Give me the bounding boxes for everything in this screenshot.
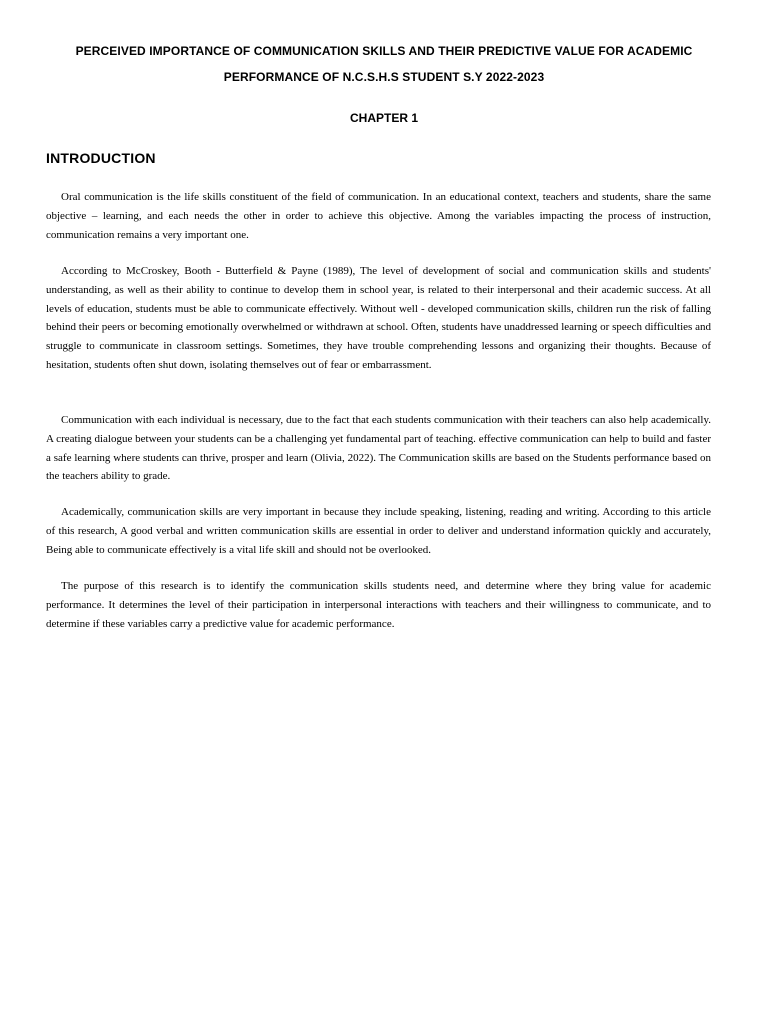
paragraph-2: According to McCroskey, Booth - Butterfield & Payne (1989), The level of development of social and communication skills and students' understanding, as well as their ability to continue to develop them in school year, is related to their interpersonal and their academic success. At all levels of education, students must be able to communicate effectively. Without well - developed communication skills, children run the risk of falling behind their peers or becoming emotionally overwhelmed or withdrawn at school. Often, students have unaddressed learning or speech difficulties and struggle to communicate in classroom settings. Sometimes, they have trouble comprehending lessons and organizing their thoughts. Because of hesitation, students often shut down, isolating themselves out of fear or embarrassment. <box>46 265 711 371</box>
paragraph-5: The purpose of this research is to identify the communication skills students need, and determine where they bring value for academic performance. It determines the level of their participation in interpersonal interactions with teachers and their willingness to communicate, and to determine if these variables carry a predictive value for academic performance. <box>46 580 711 630</box>
paragraph-1: Oral communication is the life skills constituent of the field of communication. In an educational context, teachers and students, share the same objective – learning, and each needs the other in order to achieve this objective. Among the variables impacting the process of instruction, communication remains a very important one. <box>46 191 711 241</box>
chapter-label: CHAPTER 1 <box>349 111 418 125</box>
document-title-line-1: PERCEIVED IMPORTANCE OF COMMUNICATION SKILLS AND THEIR PREDICTIVE VALUE FOR ACADEMIC <box>75 44 693 58</box>
paragraph-3: Communication with each individual is necessary, due to the fact that each students communication with their teachers can also help academically. A creating dialogue between your students can be a challenging yet fundamental part of teaching. effective communication can help to build and faster a safe learning where students can thrive, prosper and learn (Olivia, 2022). The Communication skills are based on the Students performance based on the teachers ability to grade. <box>46 414 711 483</box>
document-title-line-2: PERFORMANCE OF N.C.S.H.S STUDENT S.Y 2022-2023 <box>223 70 545 84</box>
paragraph-4: Academically, communication skills are very important in because they include speaking, listening, reading and writing. According to this article of this research, A good verbal and written communication skills are essential in order to deliver and understand information quickly and accurately, Being able to communicate effectively is a vital life skill and should not be overlooked. <box>46 506 711 556</box>
section-heading: INTRODUCTION <box>46 150 156 166</box>
